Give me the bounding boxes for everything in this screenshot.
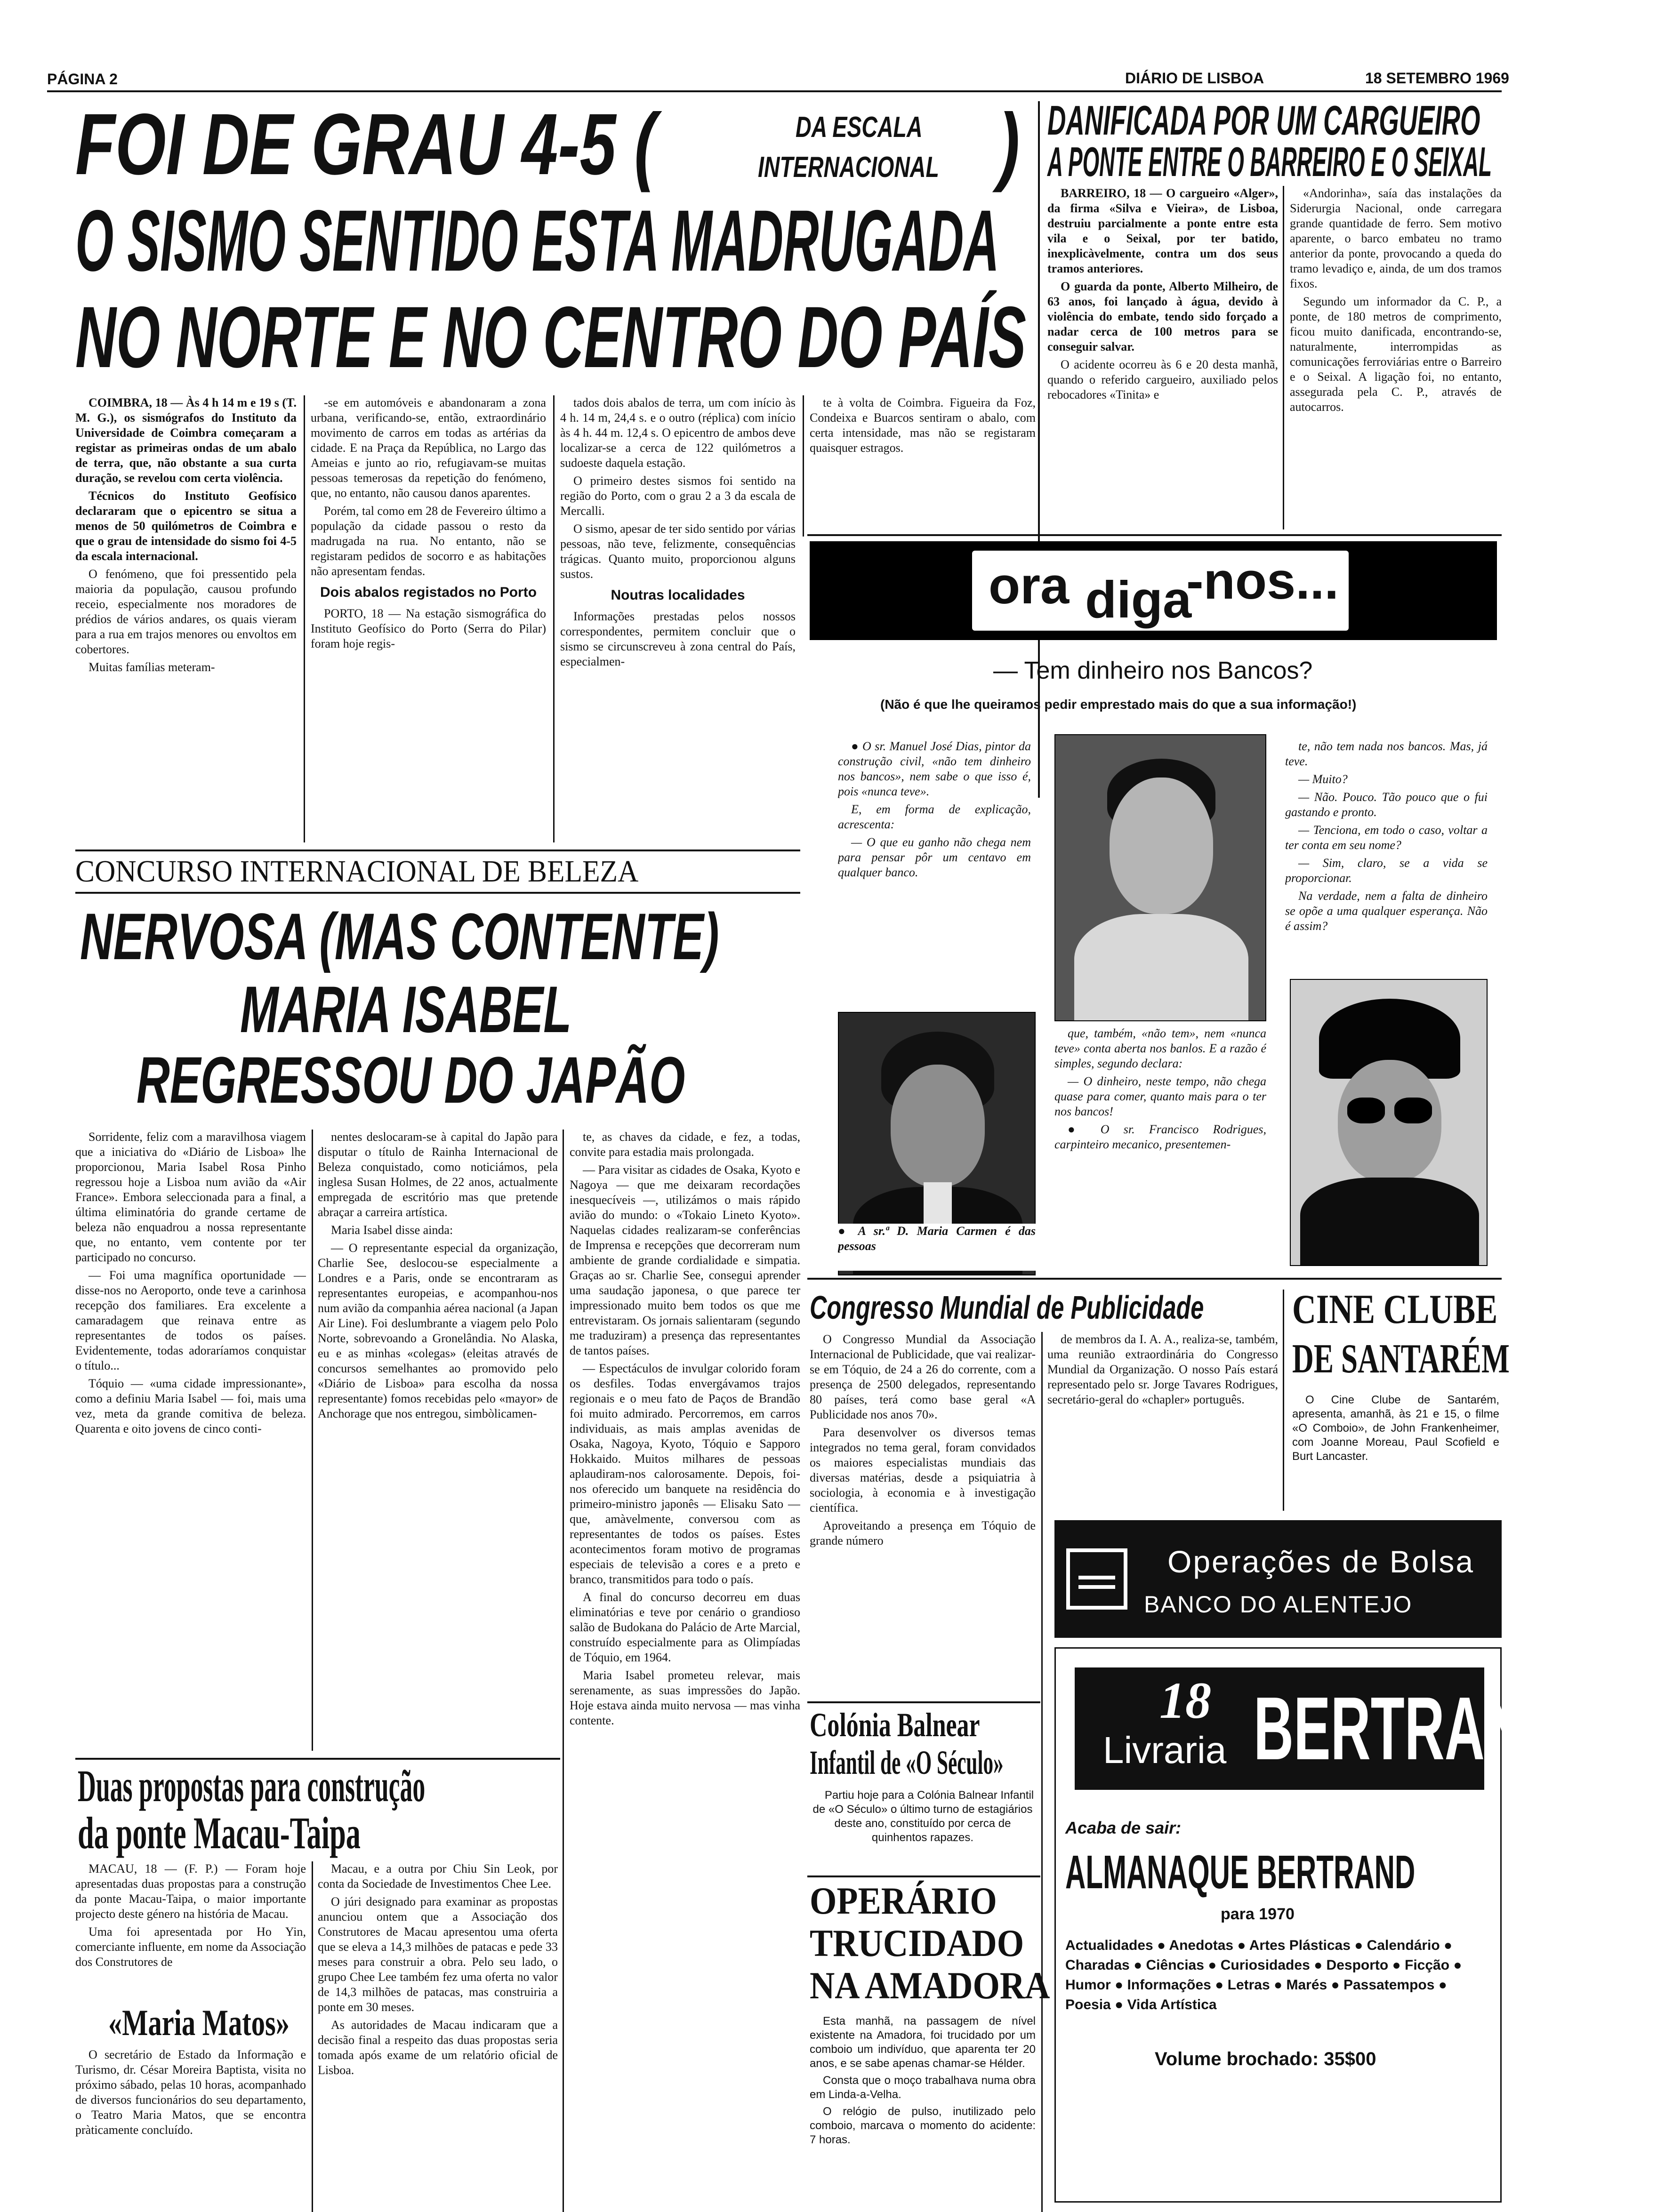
paper-name: DIÁRIO DE LISBOA — [1125, 70, 1264, 87]
cine-clube-headline-line2: DE SANTARÉM — [1292, 1336, 1510, 1382]
column-rule — [563, 1130, 564, 2212]
sismo-headline-scale-top: DA ESCALA — [796, 111, 923, 144]
congresso-paragraph: de membros da I. A. A., realiza-se, também, uma reunião extraordinária do Congresso Mundial da Organização. O nosso País estará representado pelo sr. Jorge Tavares Rodrigues, secretário-geral do «chapler» português. — [1047, 1332, 1278, 1406]
beleza-paragraph: Maria Isabel prometeu relevar, mais serenamente, as suas impressões do Japão. Hoje estava ainda muito nervosa — mas vinha contente. — [570, 1668, 800, 1727]
section-rule — [807, 1875, 1040, 1877]
beleza-headline-line1: NERVOSA (MAS CONTENTE) — [80, 899, 719, 973]
bertrand-brand-big: BERTRAND — [1254, 1679, 1565, 1779]
sismo-paragraph: -se em automóveis e abandonaram a zona urbana, verificando-se, então, extraordinário movimento de carros em todas as artérias da cidade. E na Praça da República, no Largo das Ameias e junto ao rio, refugiavam-se muitas pessoas temerosas da repetição do fenómeno, que, no entanto, não causou danos aparentes. — [311, 396, 546, 500]
operario-paragraph: Esta manhã, na passagem de nível existente na Amadora, foi trucidado por um comboio um indivíduo, que aparenta ter 20 anos, e se sabe apenas chamar-se Hélder. — [810, 2015, 1036, 2070]
ora-diga-paragraph: ● O sr. Francisco Rodrigues, carpinteiro mecanico, presentemen- — [1054, 1122, 1266, 1151]
sismo-paragraph: O sismo, apesar de ter sido sentido por várias pessoas, não teve, felizmente, consequências trágicas. Quanto muito, proporcionou alguns sustos. — [560, 522, 796, 581]
operario-headline-line1: OPERÁRIO — [810, 1879, 997, 1922]
beleza-column-3 — [570, 1130, 800, 2212]
congresso-paragraph: Aproveitando a presença em Tóquio de grande número — [810, 1519, 1036, 1547]
ponte-paragraph: O acidente ocorreu às 6 e 20 desta manhã, quando o referido cargueiro, auxiliado pelos rebocadores «Tinita» e — [1047, 358, 1278, 401]
maria-matos-headline: «Maria Matos» — [108, 2002, 290, 2043]
beleza-column-1 — [75, 1130, 306, 1751]
sismo-paragraph: PORTO, 18 — Na estação sismográfica do Instituto Geofísico do Porto (Serra do Pilar) foram hoje regis- — [311, 607, 546, 650]
ponte-headline-line1: DANIFICADA POR UM CARGUEIRO — [1047, 97, 1480, 144]
ora-diga-paragraph: E, em forma de explicação, acrescenta: — [838, 802, 1031, 831]
operario-body — [810, 2014, 1036, 2203]
sismo-subhead-porto: Dois abalos registados no Porto — [320, 585, 537, 600]
sismo-paragraph: COIMBRA, 18 — Às 4 h 14 m e 19 s (T. M. G.), os sismógrafos do Instituto da Universidade de Coimbra começaram a registar as primeiras ondas de um abalo de terra, que, não obstante a sua curta duração, se revelou com certa violência. — [75, 396, 297, 485]
cine-clube-paragraph: O Cine Clube de Santarém, apresenta, amanhã, às 21 e 15, o filme «O Comboio», de John Frankenheimer, com Joanne Moreau, Paul Scofield e Burt Lancaster. — [1292, 1394, 1499, 1463]
maria-matos-body — [75, 2047, 306, 2212]
ora-diga-paragraph: — O que eu ganho não chega nem para pensar pôr um centavo em qualquer banco. — [838, 835, 1031, 879]
ora-diga-title-a: ora — [989, 557, 1070, 615]
operario-paragraph: O relógio de pulso, inutilizado pelo comboio, marcava o momento do acidente: 7 horas. — [810, 2105, 1036, 2146]
ora-diga-column-3 — [1285, 739, 1488, 984]
section-rule — [807, 1701, 1040, 1703]
macau-paragraph: As autoridades de Macau indicaram que a decisão final a respeito das duas propostas seria tomada após exame de um relatório oficial de Lisboa. — [318, 2018, 558, 2077]
photo-manuel-jose-dias — [1054, 734, 1266, 1021]
congresso-paragraph: Para desenvolver os diversos temas integrados no tema geral, foram convidados os maiores especialistas mundiais das diversas matérias, desde a psiquiatria à sociologia, à economia e à investigação científica. — [810, 1426, 1036, 1515]
bolsa-ad-line1: Operações de Bolsa — [1167, 1544, 1475, 1579]
ponte-paragraph: BARREIRO, 18 — O cargueiro «Alger», da firma «Silva e Vieira», de Lisboa, destruiu parcialmente a ponte entre esta vila e o Seixal, por ter batido, inexplicàvelmente, contra um dos seus tramos anteriores. — [1047, 186, 1278, 275]
ora-diga-paragraph: — Não. Pouco. Tão pouco que o fui gastando e pronto. — [1285, 790, 1488, 819]
masthead-rule — [47, 90, 1502, 92]
beleza-paragraph: A final do concurso decorreu em duas eliminatórias e teve por cenário o grandioso salão de Budokana do Palácio de Arte Marcial, construído especialmente para as Olimpíadas de Tóquio, em 1964. — [570, 1590, 800, 1664]
photo-caption: ● A sr.ª D. Maria Carmen é das pessoas — [838, 1224, 1036, 1253]
sismo-paragraph: Informações prestadas pelos nossos correspondentes, permitem concluir que o sismo se circunscreveu à zona central do País, especialmen- — [560, 609, 796, 668]
issue-date: 18 SETEMBRO 1969 — [1365, 70, 1509, 87]
column-rule — [304, 395, 305, 842]
ora-diga-paragraph: Na verdade, nem a falta de dinheiro se opõe a uma qualquer esperança. Não é assim? — [1285, 889, 1488, 933]
sismo-paragraph: Porém, tal como em 28 de Fevereiro último a população da cidade passou o resto da madrugada na rua. No entanto, não se registaram pedidos de socorro e as habitações não apresentam fendas. — [311, 504, 546, 578]
section-rule — [807, 1278, 1502, 1280]
cine-clube-headline-line1: CINE CLUBE — [1292, 1287, 1498, 1332]
ora-diga-intro: (Não é que lhe queiramos pedir emprestado mais do que a sua informação!) — [880, 697, 1357, 712]
bertrand-banner — [1075, 1667, 1565, 1790]
sismo-headline-line2: O SISMO SENTIDO ESTA MADRUGADA — [75, 192, 999, 289]
congresso-column-2 — [1047, 1332, 1278, 1511]
beleza-paragraph: — O representante especial da organização, Charlie See, deslocou-se especialmente a Londres e a Paris, onde se encontraram as representantes europeias, e acompanhou-nos num avião da companhia aérea nacional (a Japan Air Line). Foi deslumbrante a viagem pelo Polo Norte, sobrevoando a Gronelândia. No Alaska, eu e as minhas «colegas» (eleitas através de concursos semelhantes ao promovido pelo «Diário de Lisboa» para escolha da nossa representante) fomos recebidas pelo «mayor» de Anchorage que nos entregou, simbòlicamen- — [318, 1241, 558, 1420]
ponte-paragraph: Segundo um informador da C. P., a ponte, de 180 metros de comprimento, ficou muito danificada, encontrando-se, naturalmente, interrompidas as comunicações ferroviárias entre o Barreiro e o Seixal. A ligação foi, no entanto, assegurada pela C. P., através de autocarros. — [1290, 295, 1502, 414]
congresso-headline: Congresso Mundial de Publicidade — [810, 1289, 1204, 1326]
ora-diga-paragraph: — Sim, claro, se a vida se proporcionar. — [1285, 856, 1488, 885]
sismo-paragraph: O primeiro destes sismos foi sentido na região do Porto, com o grau 2 a 3 da escala de Mercalli. — [560, 474, 796, 518]
bertrand-title: ALMANAQUE BERTRAND — [1065, 1846, 1416, 1899]
bertrand-ad — [1054, 1647, 1565, 2203]
ora-diga-title-b: diga — [1085, 571, 1192, 629]
ora-diga-paragraph: te, não tem nada nos bancos. Mas, já teve. — [1285, 739, 1488, 768]
beleza-headline-line2: MARIA ISABEL — [240, 972, 572, 1046]
beleza-paragraph: — Para visitar as cidades de Osaka, Kyoto e Nagoya — que me deixaram recordações inesquecíveis —, utilizámos o mais rápido avião do mundo: o «Tokaio Lineto Kyoto». Naquelas cidades realizaram-se conferências de Imprensa e recepções que decorreram num ambiente de grande cordialidade e simpatia. Graças ao sr. Charlie See, consegui aprender uma saudação japonesa, o que parece ter impressionado muito bem todos os que me entrevistaram. Os jornais salientaram (segundo me traduziram) a presença das representantes de tantos países. — [570, 1163, 800, 1357]
macau-column-1 — [75, 1861, 306, 1998]
sismo-paragraph: O fenómeno, que foi pressentido pela maioria da população, causou profundo receio, especialmente nos moradores de prédios de vários andares, os quais vieram para a rua em trajos menores ou envoltos em cobertores. — [75, 567, 297, 656]
section-rule — [75, 850, 800, 851]
bolsa-ad — [1054, 1520, 1502, 1638]
congresso-column-1 — [810, 1332, 1036, 1694]
column-rule — [553, 395, 555, 842]
ora-diga-column-1 — [838, 739, 1031, 993]
beleza-banner: CONCURSO INTERNACIONAL DE BELEZA — [75, 854, 639, 889]
ponte-headline-line2: A PONTE ENTRE O BARREIRO E O SEIXAL — [1047, 138, 1492, 185]
operario-headline-line3: NA AMADORA — [810, 1964, 1050, 2007]
ora-diga-paragraph: que, também, «não tem», nem «nunca teve» conta aberta nos banlos. E a razão é simples, segundo declara: — [1054, 1026, 1266, 1070]
congresso-paragraph: O Congresso Mundial da Associação Internacional de Publicidade, que vai realizar-se em Tóquio, de 24 a 26 do corrente, com a presença de 2500 delegados, representando 80 países, terá como base geral «A Publicidade nos anos 70». — [810, 1332, 1036, 1421]
photo-francisco-rodrigues — [1290, 979, 1488, 1266]
section-rule — [75, 892, 800, 894]
column-rule — [1283, 186, 1284, 529]
ora-diga-question: — Tem dinheiro nos Bancos? — [993, 657, 1313, 684]
colonia-body — [810, 1788, 1036, 1868]
sismo-paragraph: Muitas famílias meteram- — [88, 660, 215, 674]
sismo-headline-scale-bottom: INTERNACIONAL — [758, 151, 939, 184]
ora-diga-caption-1 — [838, 1224, 1036, 1271]
ora-diga-paragraph: — Muito? — [1298, 772, 1348, 786]
cine-clube-body — [1292, 1393, 1499, 1506]
beleza-headline-line3: REGRESSOU DO JAPÃO — [137, 1043, 685, 1117]
beleza-paragraph: — Foi uma magnífica oportunidade — disse-nos no Aeroporto, onde teve a carinhosa recepção dos familiares. Era excelente a camaradagem que reinava entre as representantes de todos os países. Evidentemente, todas adoraríamos conquistar o título... — [75, 1268, 306, 1372]
beleza-paragraph: Tóquio — «uma cidade impressionante», como a definiu Maria Isabel — foi, mais uma vez, meta da grande comitiva de beleza. Quarenta e oito jovens de cinco conti- — [75, 1377, 306, 1435]
sismo-paragraph: tados dois abalos de terra, um com início às 4 h. 14 m, 24,4 s. e o outro (réplica) com início às 4 h. 44 m. 12,4 s. O epicentro de ambos deve localizar-se a cerca de 122 quilómetros a sudoeste daquela estação. — [560, 396, 796, 470]
column-rule — [312, 1861, 313, 2212]
bertrand-kicker: Acaba de sair: — [1065, 1818, 1182, 1837]
maria-matos-paragraph: O secretário de Estado da Informação e Turismo, dr. César Moreira Baptista, visita no próximo sábado, pelas 10 horas, acompanhado de diversos funcionários do seu departamento, o Teatro Maria Matos, que se encontra pràticamente concluído. — [75, 2048, 306, 2137]
colonia-paragraph: Partiu hoje para a Colónia Balnear Infantil de «O Século» o último turno de estagiários deste ano, constituído por cerca de quinhentos rapazes. — [812, 1789, 1034, 1844]
ponte-column-1 — [1047, 186, 1278, 529]
section-rule — [75, 1758, 560, 1760]
bank-logo-icon — [1066, 1548, 1127, 1610]
colonia-headline-line2: Infantil de «O Século» — [810, 1744, 1004, 1781]
sismo-headline-line1: FOI DE GRAU 4-5 ( — [75, 96, 656, 193]
ponte-column-2 — [1290, 186, 1502, 529]
column-rule — [1041, 1332, 1043, 2212]
bertrand-price: Volume brochado: 35$00 — [1155, 2049, 1376, 2069]
beleza-paragraph: te, as chaves da cidade, e fez, a todas, convite para estadia mais prolongada. — [570, 1130, 800, 1159]
bertrand-for-year: para 1970 — [1221, 1905, 1295, 1923]
sismo-column-2 — [311, 395, 546, 842]
sismo-headline-line3: NO NORTE E NO CENTRO DO PAÍS — [75, 289, 1026, 386]
operario-headline-line2: TRUCIDADO — [810, 1922, 1024, 1964]
sismo-subhead-noutras: Noutras localidades — [611, 587, 745, 603]
sismo-column-1 — [75, 395, 297, 842]
sismo-headline — [75, 96, 1026, 386]
ponte-paragraph: «Andorinha», saía das instalações da Siderurgia Nacional, onde carregara grande quantidade de ferro. Sem motivo aparente, o barco embateu no tramo anterior da ponte, provocando a queda do tramo levadiço e, ainda, de um dos tramos fixos. — [1290, 186, 1502, 290]
column-rule — [312, 1130, 313, 1751]
bertrand-logo-mark: 18 — [1159, 1672, 1211, 1729]
beleza-paragraph: Sorridente, feliz com a maravilhosa viagem que a iniciativa do «Diário de Lisboa» lhe proporcionou, Maria Isabel Rosa Pinho regressou hoje a Lisboa num avião da «Air France». Embora seleccionada para a final, a última eliminatória do grande certame de beleza não enquadrou a nossa representante que, no entanto, vem contente por ter participado no concurso. — [75, 1130, 306, 1264]
bertrand-topics: Actualidades ● Anedotas ● Artes Plásticas ● Calendário ● Charadas ● Ciências ● Curiosidades ● Desporto ● Ficção ● Humor ● Informações ● Letras ● Marés ● Passatempos ● Poesia ● Vida Artística — [1065, 1938, 1462, 2012]
beleza-paragraph: — Espectáculos de invulgar colorido foram os desfiles. Todas envergávamos trajos regionais e o meu fato de Paços de Brandão foi muito admirado. Percorremos, em carros individuais, as mais amplas avenidas de Osaka, Nagoya, Kyoto, Tóquio e Sapporo Hokkaido. Muitos milhares de pessoas aplaudiram-nos calorosamente. Depois, foi-nos oferecido um banquete na residência do primeiro-ministro japonês — Elisaku Sato — que, amàvelmente, conversou com as representantes de todos os países. Estes acontecimentos foram motivo de programas especiais de televisão a cores e a preto e branco, transmitidos para todo o país. — [570, 1362, 800, 1586]
sismo-column-4 — [810, 395, 1036, 537]
bertrand-brand-small: Livraria — [1103, 1729, 1227, 1771]
sismo-paragraph: te à volta de Coimbra. Figueira da Foz, Condeixa e Buarcos sentiram o abalo, com certa intensidade, mas não se registaram quaisquer estragos. — [810, 396, 1036, 455]
ora-diga-paragraph: — Tenciona, em todo o caso, voltar a ter conta em seu nome? — [1285, 823, 1488, 852]
sismo-headline-close: ) — [998, 96, 1020, 193]
beleza-paragraph: nentes deslocaram-se à capital do Japão para disputar o título de Rainha Internacional de Beleza conquistado, como noticiámos, pela inglesa Susan Holmes, de 22 anos, actualmente empregada de escritório mas que pretende abraçar a carreira artística. — [318, 1130, 558, 1219]
ponte-paragraph: O guarda da ponte, Alberto Milheiro, de 63 anos, foi lançado à água, devido à violência do embate, tendo sido forçado a nadar cerca de 100 metros para se conseguir salvar. — [1047, 280, 1278, 353]
ora-diga-title-c: -nos... — [1186, 552, 1339, 610]
column-rule — [1283, 1290, 1284, 1511]
macau-column-2 — [318, 1861, 558, 2212]
macau-paragraph: O júri designado para examinar as propostas anunciou ontem que a Associação dos Construtores de Macau apresentou uma oferta que se eleva a 14,3 milhões de patacas e pede 33 meses para construir a obra. Pelo seu lado, o grupo Chee Lee também fez uma oferta no valor de 14,3 milhões de patacas, mas construiria a ponte em 30 meses. — [318, 1895, 558, 2014]
sismo-paragraph: Técnicos do Instituto Geofísico declararam que o epicentro se situa a menos de 50 quilómetros de Coimbra e que o grau de intensidade do sismo foi 4-5 da escala internacional. — [75, 489, 297, 563]
macau-headline-line2: da ponte Macau-Taipa — [78, 1808, 361, 1858]
macau-headline-line1: Duas propostas para construção — [78, 1761, 426, 1811]
section-rule — [807, 534, 1502, 536]
ora-diga-section — [810, 541, 1502, 1271]
column-rule — [803, 395, 804, 537]
macau-paragraph: Uma foi apresentada por Ho Yin, comerciante influente, em nome da Associação dos Construtores de — [75, 1925, 306, 1969]
page-label: PÁGINA 2 — [47, 71, 118, 88]
beleza-column-2 — [318, 1130, 558, 1751]
ora-diga-paragraph: — O dinheiro, neste tempo, não chega quase para comer, quanto mais para o ter nos bancos! — [1054, 1074, 1266, 1118]
ora-diga-column-2 — [1054, 1026, 1266, 1271]
macau-paragraph: Macau, e a outra por Chiu Sin Leok, por conta da Sociedade de Investimentos Chee Lee. — [318, 1862, 558, 1891]
bolsa-ad-line2: BANCO DO ALENTEJO — [1144, 1591, 1413, 1618]
operario-paragraph: Consta que o moço trabalhava numa obra em Linda-a-Velha. — [810, 2074, 1036, 2101]
sismo-column-3 — [560, 395, 796, 842]
beleza-paragraph: Maria Isabel disse ainda: — [331, 1223, 453, 1237]
colonia-headline-line1: Colónia Balnear — [810, 1706, 980, 1744]
ora-diga-paragraph: ● O sr. Manuel José Dias, pintor da construção civil, «não tem dinheiro nos bancos», nem sabe o que isso é, pois «nunca teve». — [838, 739, 1031, 798]
macau-paragraph: MACAU, 18 — (F. P.) — Foram hoje apresentadas duas propostas para a construção da ponte Macau-Taipa, o maior importante projecto deste género na história de Macau. — [75, 1862, 306, 1921]
